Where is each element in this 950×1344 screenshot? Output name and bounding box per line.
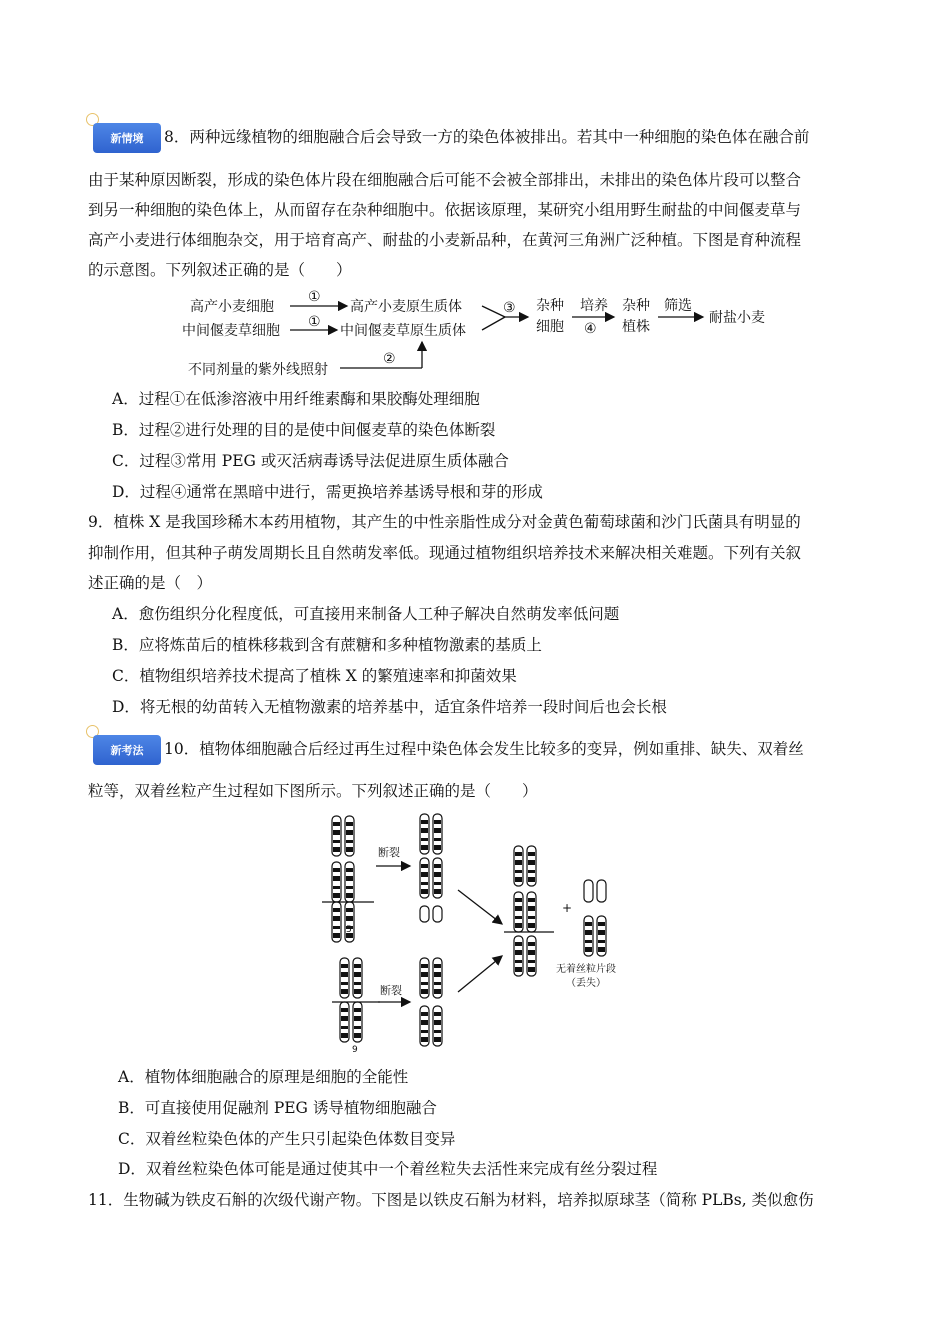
fragment-label: 无着丝粒片段: [556, 964, 616, 975]
flow-select: 筛选: [664, 298, 692, 314]
q8-line-2: 由于某种原因断裂，形成的染色体片段在细胞融合后可能不会被全部排出，未排出的染色体片段可以整合: [88, 171, 802, 189]
flow-step3: ③: [503, 300, 516, 316]
q10-option-d: D．双着丝粒染色体可能是通过使其中一个着丝粒失去活性来完成有丝分裂过程: [118, 1160, 658, 1178]
flow-uv: 不同剂量的紫外线照射: [188, 362, 328, 378]
chromosome-5-broken: [420, 814, 442, 922]
q11-line-1: 11．生物碱为铁皮石斛的次级代谢产物。下图是以铁皮石斛为材料，培养拟原球茎（简称 PLBs, 类似愈伤: [88, 1191, 814, 1209]
q8-line-3: 到另一种细胞的染色体上，从而留存在杂种细胞中。依据该原理，某研究小组用野生耐盐的中间偃麦草与: [88, 201, 802, 219]
flow-hybrid-cell-2: 细胞: [536, 319, 564, 335]
flow-step4: ④: [584, 321, 597, 337]
chromosome-9: [332, 958, 380, 1042]
flow-cell-b: 中间偃麦草细胞: [182, 323, 280, 339]
chromosome-5: [322, 816, 374, 942]
q9-line-1: 9．植株 X 是我国珍稀木本药用植物，其产生的中性亲脂性成分对金黄色葡萄球菌和沙门氏菌具有明显的: [88, 513, 801, 531]
q9-line-2: 抑制作用，但其种子萌发周期长且自然萌发率低。现通过植物组织培养技术来解决相关难题。下列有关叙: [88, 544, 802, 562]
q10-option-c: C．双着丝粒染色体的产生只引起染色体数目变异: [118, 1130, 456, 1148]
q10-option-a: A．植物体细胞融合的原理是细胞的全能性: [118, 1068, 409, 1086]
dicentric-chromosome: [504, 846, 554, 976]
flow-hybrid-cell-1: 杂种: [536, 298, 564, 314]
plus-sign: +: [562, 901, 573, 915]
flow-step1b: ①: [308, 314, 321, 330]
label-5: 5: [346, 925, 352, 935]
flow-culture: 培养: [580, 298, 608, 314]
q9-option-d: D．将无根的幼苗转入无植物激素的培养基中，适宜条件培养一段时间后也会长根: [112, 698, 667, 716]
q8-line-5: 的示意图。下列叙述正确的是（ ）: [88, 261, 352, 279]
q8-option-c: C．过程③常用 PEG 或灭活病毒诱导法促进原生质体融合: [112, 452, 509, 470]
flow-proto-a: 高产小麦原生质体: [350, 299, 462, 315]
break-label-bottom: 断裂: [380, 984, 402, 997]
q9-option-a: A．愈伤组织分化程度低，可直接用来制备人工种子解决自然萌发率低问题: [112, 605, 620, 623]
q8-option-d: D．过程④通常在黑暗中进行，需更换培养基诱导根和芽的形成: [112, 483, 543, 501]
q10-option-b: B．可直接使用促融剂 PEG 诱导植物细胞融合: [118, 1099, 437, 1117]
q8-line-4: 高产小麦进行体细胞杂交，用于培育高产、耐盐的小麦新品种，在黄河三角洲广泛种植。下图是育种流程: [88, 231, 802, 249]
q10-line-1: 10．植物体细胞融合后经过再生过程中染色体会发生比较多的变异，例如重排、缺失、双着丝: [164, 740, 804, 758]
new-method-badge: 新考法: [93, 735, 161, 765]
fragment-lost-label: （丢失）: [566, 978, 606, 989]
flow-cell-a: 高产小麦细胞: [190, 299, 274, 315]
acentric-fragments: [584, 880, 606, 956]
flow-result: 耐盐小麦: [709, 310, 765, 326]
flow-proto-b: 中间偃麦草原生质体: [340, 323, 466, 339]
chromosome-9-broken: [420, 958, 442, 1046]
label-9: 9: [352, 1045, 358, 1055]
new-context-badge: 新情境: [93, 123, 161, 153]
q8-option-a: A．过程①在低渗溶液中用纤维素酶和果胶酶处理细胞: [112, 390, 480, 408]
flow-step2: ②: [383, 351, 396, 367]
breeding-flow-diagram: [170, 286, 790, 378]
dicentric-chromosome-figure: [318, 806, 658, 1056]
break-label-top: 断裂: [378, 846, 400, 859]
q9-option-b: B．应将炼苗后的植株移栽到含有蔗糖和多种植物激素的基质上: [112, 636, 542, 654]
flow-hybrid-plant-1: 杂种: [622, 298, 650, 314]
flow-step1a: ①: [308, 289, 321, 305]
q9-option-c: C．植物组织培养技术提高了植株 X 的繁殖速率和抑菌效果: [112, 667, 517, 685]
q9-line-3: 述正确的是（ ）: [88, 574, 213, 592]
q8-line-1: 8．两种远缘植物的细胞融合后会导致一方的染色体被排出。若其中一种细胞的染色体在融合前: [164, 128, 810, 146]
q10-line-2: 粒等，双着丝粒产生过程如下图所示。下列叙述正确的是（ ）: [88, 782, 538, 800]
q8-option-b: B．过程②进行处理的目的是使中间偃麦草的染色体断裂: [112, 421, 496, 439]
flow-hybrid-plant-2: 植株: [622, 319, 650, 335]
